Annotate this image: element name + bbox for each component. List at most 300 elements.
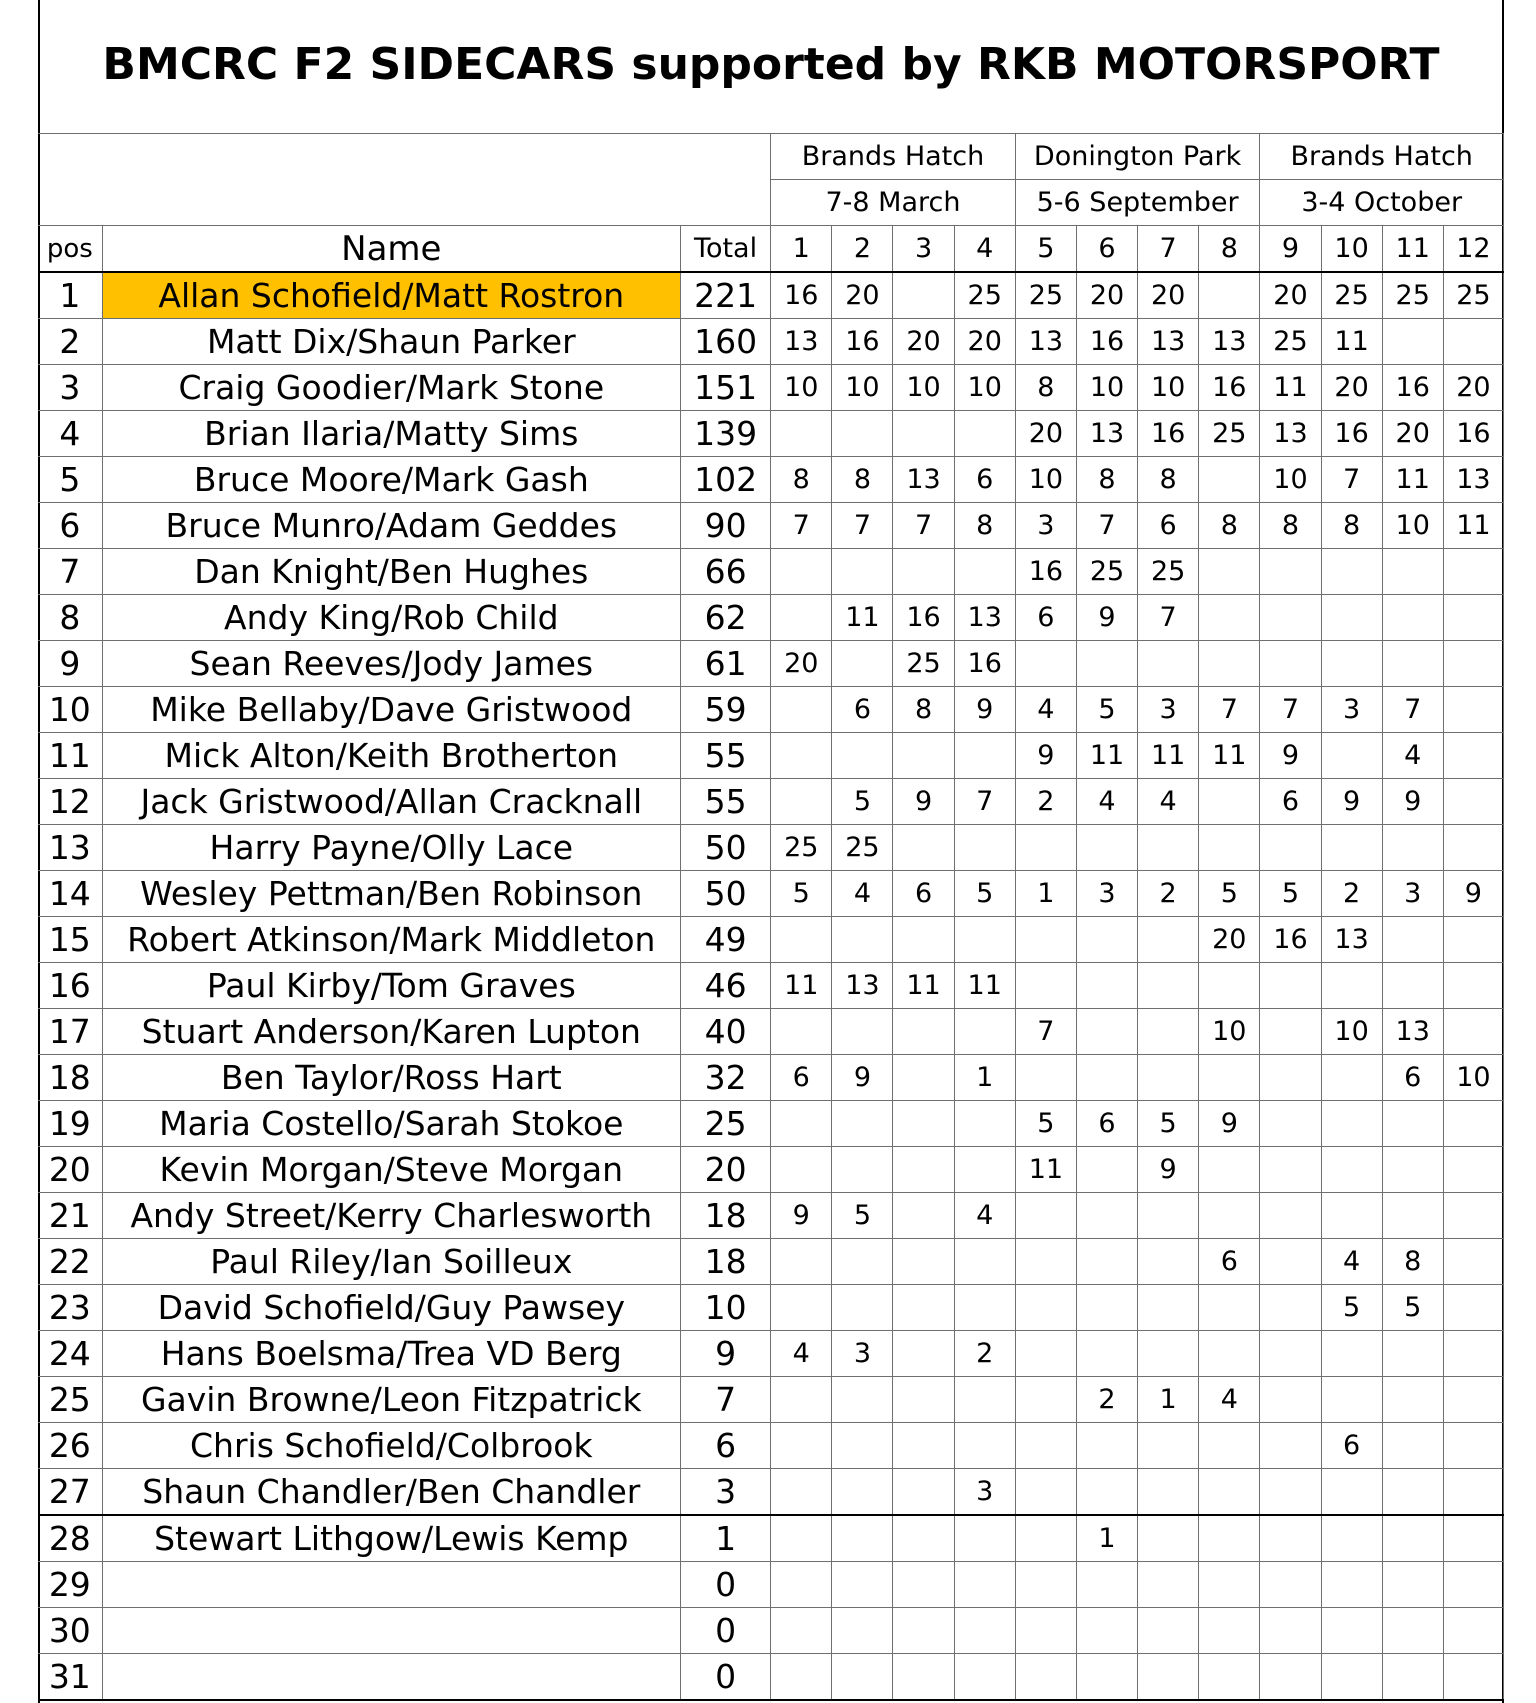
round-points: [1076, 1193, 1137, 1239]
table-row: [38, 1009, 1504, 1055]
round-points: [893, 1654, 954, 1701]
round-points: 7: [1138, 595, 1199, 641]
table-row: [38, 457, 1504, 503]
table-row: [38, 503, 1504, 549]
row-name: Gavin Browne/Leon Fitzpatrick: [102, 1377, 680, 1423]
round-points: [1015, 1239, 1076, 1285]
row-name: Brian Ilaria/Matty Sims: [102, 411, 680, 457]
round-points: 16: [771, 272, 832, 319]
row-total: 0: [680, 1562, 770, 1608]
round-points: 4: [1321, 1239, 1382, 1285]
round-points: [1443, 917, 1503, 963]
venue-date: 7-8 March: [771, 180, 1016, 226]
round-points: 8: [893, 687, 954, 733]
round-header: 9: [1260, 226, 1321, 273]
round-points: 9: [893, 779, 954, 825]
round-points: [1015, 1377, 1076, 1423]
round-points: [893, 1285, 954, 1331]
row-total: 32: [680, 1055, 770, 1101]
round-points: [1382, 825, 1443, 871]
row-position: 25: [38, 1377, 102, 1423]
round-points: [893, 1193, 954, 1239]
round-points: [1382, 1193, 1443, 1239]
round-points: 8: [1138, 457, 1199, 503]
round-points: [1138, 963, 1199, 1009]
round-points: 20: [1076, 272, 1137, 319]
round-points: [832, 917, 893, 963]
row-total: 90: [680, 503, 770, 549]
table-row: [38, 1515, 1504, 1562]
round-points: [893, 1377, 954, 1423]
round-points: [1076, 641, 1137, 687]
table-row: [38, 1101, 1504, 1147]
round-points: [893, 272, 954, 319]
round-points: 13: [1443, 457, 1503, 503]
round-points: [1199, 779, 1260, 825]
round-points: 25: [893, 641, 954, 687]
round-points: 2: [1321, 871, 1382, 917]
round-header: 12: [1443, 226, 1503, 273]
round-points: [1076, 1423, 1137, 1469]
round-points: [1015, 1654, 1076, 1701]
table-row: [38, 549, 1504, 595]
round-points: 6: [771, 1055, 832, 1101]
round-points: [1199, 963, 1260, 1009]
row-total: 40: [680, 1009, 770, 1055]
row-position: 16: [38, 963, 102, 1009]
row-position: 30: [38, 1608, 102, 1654]
row-position: 15: [38, 917, 102, 963]
round-points: [832, 641, 893, 687]
round-points: 11: [771, 963, 832, 1009]
row-name: Ben Taylor/Ross Hart: [102, 1055, 680, 1101]
round-points: [1260, 1193, 1321, 1239]
round-points: [1076, 1239, 1137, 1285]
round-points: 5: [832, 1193, 893, 1239]
row-position: 8: [38, 595, 102, 641]
round-points: [1382, 1331, 1443, 1377]
round-points: [1321, 1515, 1382, 1562]
pos-header: pos: [38, 226, 102, 273]
round-points: [832, 1009, 893, 1055]
round-points: 20: [1138, 272, 1199, 319]
round-points: [1076, 1285, 1137, 1331]
round-points: [1443, 779, 1503, 825]
round-points: [771, 1285, 832, 1331]
row-name: Harry Payne/Olly Lace: [102, 825, 680, 871]
round-points: [1199, 457, 1260, 503]
table-row: [38, 1469, 1504, 1516]
round-points: 7: [1260, 687, 1321, 733]
round-points: [1260, 1377, 1321, 1423]
round-points: 11: [893, 963, 954, 1009]
row-position: 31: [38, 1654, 102, 1701]
round-points: 10: [893, 365, 954, 411]
table-row: [38, 1285, 1504, 1331]
round-points: 7: [1382, 687, 1443, 733]
round-points: 3: [954, 1469, 1015, 1516]
round-points: [1199, 1469, 1260, 1516]
round-points: [1321, 1147, 1382, 1193]
round-points: [1199, 1423, 1260, 1469]
row-name: Bruce Munro/Adam Geddes: [102, 503, 680, 549]
round-points: [1443, 549, 1503, 595]
round-header: 8: [1199, 226, 1260, 273]
row-position: 27: [38, 1469, 102, 1516]
round-points: [1382, 595, 1443, 641]
round-points: [1138, 917, 1199, 963]
row-position: 11: [38, 733, 102, 779]
round-header: 3: [893, 226, 954, 273]
row-total: 3: [680, 1469, 770, 1516]
round-points: [1443, 319, 1503, 365]
round-points: [1076, 825, 1137, 871]
round-points: [771, 1101, 832, 1147]
round-points: [1015, 1423, 1076, 1469]
round-points: [771, 1009, 832, 1055]
round-points: 7: [1076, 503, 1137, 549]
round-points: [1015, 963, 1076, 1009]
round-points: [1015, 1608, 1076, 1654]
row-position: 4: [38, 411, 102, 457]
round-points: 11: [1443, 503, 1503, 549]
round-header: 1: [771, 226, 832, 273]
round-points: 11: [1015, 1147, 1076, 1193]
row-name: Jack Gristwood/Allan Cracknall: [102, 779, 680, 825]
round-points: 13: [893, 457, 954, 503]
table-row: [38, 595, 1504, 641]
row-name: Shaun Chandler/Ben Chandler: [102, 1469, 680, 1516]
round-points: [1260, 1515, 1321, 1562]
venue-date: 3-4 October: [1260, 180, 1504, 226]
round-points: 20: [1199, 917, 1260, 963]
row-total: 9: [680, 1331, 770, 1377]
table-row: [38, 365, 1504, 411]
round-points: [832, 1608, 893, 1654]
row-position: 2: [38, 319, 102, 365]
round-points: [1138, 1562, 1199, 1608]
round-header: 11: [1382, 226, 1443, 273]
round-points: [1076, 1147, 1137, 1193]
round-points: [1321, 1377, 1382, 1423]
round-points: [954, 1654, 1015, 1701]
round-points: [1443, 1285, 1503, 1331]
row-total: 0: [680, 1654, 770, 1701]
round-points: [1321, 1654, 1382, 1701]
round-points: [1138, 1423, 1199, 1469]
round-points: 9: [1015, 733, 1076, 779]
round-points: [1138, 1009, 1199, 1055]
round-points: [1138, 1239, 1199, 1285]
round-points: [1321, 1608, 1382, 1654]
table-row: [38, 1562, 1504, 1608]
round-points: [954, 733, 1015, 779]
round-points: 5: [1260, 871, 1321, 917]
row-position: 12: [38, 779, 102, 825]
round-points: [893, 733, 954, 779]
round-points: 13: [1321, 917, 1382, 963]
round-points: [1443, 1654, 1503, 1701]
round-points: [771, 779, 832, 825]
round-points: [1321, 1055, 1382, 1101]
round-points: 25: [1199, 411, 1260, 457]
round-points: [1199, 1193, 1260, 1239]
round-header: 7: [1138, 226, 1199, 273]
table-row: [38, 1147, 1504, 1193]
round-points: 20: [1443, 365, 1503, 411]
round-points: 10: [1015, 457, 1076, 503]
round-points: 2: [1076, 1377, 1137, 1423]
table-row: [38, 1377, 1504, 1423]
round-points: 11: [1382, 457, 1443, 503]
round-points: [832, 549, 893, 595]
round-points: [1382, 1562, 1443, 1608]
row-total: 59: [680, 687, 770, 733]
round-points: 5: [1015, 1101, 1076, 1147]
round-points: 11: [832, 595, 893, 641]
round-points: 16: [832, 319, 893, 365]
round-points: [832, 411, 893, 457]
round-points: [832, 1423, 893, 1469]
row-position: 29: [38, 1562, 102, 1608]
row-position: 1: [38, 272, 102, 319]
round-points: 5: [954, 871, 1015, 917]
round-points: 3: [1321, 687, 1382, 733]
round-points: 2: [1015, 779, 1076, 825]
round-points: 13: [1015, 319, 1076, 365]
row-total: 61: [680, 641, 770, 687]
round-points: [1382, 549, 1443, 595]
round-points: 4: [832, 871, 893, 917]
round-points: [1260, 1147, 1321, 1193]
venue-header-row: [38, 134, 1504, 180]
round-points: 11: [1260, 365, 1321, 411]
round-points: 7: [832, 503, 893, 549]
round-points: 16: [1443, 411, 1503, 457]
row-name: Mike Bellaby/Dave Gristwood: [102, 687, 680, 733]
round-points: 6: [1015, 595, 1076, 641]
round-points: 16: [893, 595, 954, 641]
round-points: 10: [1076, 365, 1137, 411]
round-points: 9: [832, 1055, 893, 1101]
row-name: Robert Atkinson/Mark Middleton: [102, 917, 680, 963]
round-points: [1138, 1285, 1199, 1331]
round-points: 2: [1138, 871, 1199, 917]
standings-table: [38, 133, 1504, 1701]
round-points: [954, 917, 1015, 963]
round-points: [1015, 825, 1076, 871]
round-points: 25: [1443, 272, 1503, 319]
round-points: [1199, 1147, 1260, 1193]
round-points: [893, 1423, 954, 1469]
round-header: 5: [1015, 226, 1076, 273]
round-points: [771, 1423, 832, 1469]
round-points: 1: [1076, 1515, 1137, 1562]
round-points: [1199, 549, 1260, 595]
round-points: [1382, 1147, 1443, 1193]
round-points: [1260, 1423, 1321, 1469]
round-points: [1443, 1009, 1503, 1055]
row-position: 26: [38, 1423, 102, 1469]
round-points: [893, 1469, 954, 1516]
round-points: [1015, 1515, 1076, 1562]
round-points: [1015, 1193, 1076, 1239]
round-points: [1260, 1285, 1321, 1331]
round-points: [954, 1239, 1015, 1285]
round-points: 9: [771, 1193, 832, 1239]
row-name: Paul Kirby/Tom Graves: [102, 963, 680, 1009]
round-points: 10: [1382, 503, 1443, 549]
round-points: [1443, 1101, 1503, 1147]
round-points: [1076, 917, 1137, 963]
round-points: [1321, 1331, 1382, 1377]
round-header: 4: [954, 226, 1015, 273]
round-points: [832, 1654, 893, 1701]
round-points: 13: [1260, 411, 1321, 457]
round-points: [893, 1239, 954, 1285]
row-position: 28: [38, 1515, 102, 1562]
row-total: 0: [680, 1608, 770, 1654]
round-points: 10: [832, 365, 893, 411]
round-points: [1443, 1423, 1503, 1469]
round-points: 20: [954, 319, 1015, 365]
row-position: 13: [38, 825, 102, 871]
round-points: [893, 1515, 954, 1562]
round-points: [1260, 1239, 1321, 1285]
round-points: 5: [1321, 1285, 1382, 1331]
row-total: 25: [680, 1101, 770, 1147]
round-points: 11: [1321, 319, 1382, 365]
round-points: 16: [1260, 917, 1321, 963]
round-points: [832, 1147, 893, 1193]
row-name: Mick Alton/Keith Brotherton: [102, 733, 680, 779]
round-points: [1382, 1423, 1443, 1469]
column-header-row: [38, 226, 1504, 273]
table-row: [38, 272, 1504, 319]
round-points: 10: [1199, 1009, 1260, 1055]
round-points: 9: [1199, 1101, 1260, 1147]
table-row: [38, 917, 1504, 963]
round-points: 20: [1260, 272, 1321, 319]
round-points: 20: [893, 319, 954, 365]
row-name: Wesley Pettman/Ben Robinson: [102, 871, 680, 917]
round-points: 5: [1199, 871, 1260, 917]
round-points: [1015, 1285, 1076, 1331]
round-points: 11: [954, 963, 1015, 1009]
round-points: [1260, 1101, 1321, 1147]
table-row: [38, 779, 1504, 825]
round-points: 16: [1199, 365, 1260, 411]
round-points: 6: [1138, 503, 1199, 549]
round-points: 16: [954, 641, 1015, 687]
round-points: 7: [893, 503, 954, 549]
row-total: 151: [680, 365, 770, 411]
row-name: Maria Costello/Sarah Stokoe: [102, 1101, 680, 1147]
row-total: 50: [680, 871, 770, 917]
round-points: [1260, 641, 1321, 687]
round-points: [1199, 1285, 1260, 1331]
page-title: BMCRC F2 SIDECARS supported by RKB MOTORSPORT: [102, 39, 1440, 90]
round-points: 16: [1321, 411, 1382, 457]
row-position: 9: [38, 641, 102, 687]
round-points: [954, 1423, 1015, 1469]
round-points: [832, 1101, 893, 1147]
round-points: [1199, 1562, 1260, 1608]
round-points: [1260, 1562, 1321, 1608]
row-total: 1: [680, 1515, 770, 1562]
row-name: Dan Knight/Ben Hughes: [102, 549, 680, 595]
round-points: [893, 1331, 954, 1377]
round-points: [893, 1562, 954, 1608]
round-points: [1199, 1515, 1260, 1562]
round-points: 8: [954, 503, 1015, 549]
row-name: Stewart Lithgow/Lewis Kemp: [102, 1515, 680, 1562]
row-total: 66: [680, 549, 770, 595]
round-points: 8: [1199, 503, 1260, 549]
round-points: [771, 411, 832, 457]
round-points: [1382, 1469, 1443, 1516]
round-points: [1015, 1331, 1076, 1377]
row-total: 221: [680, 272, 770, 319]
venue-name: Brands Hatch: [771, 134, 1016, 180]
table-row: [38, 733, 1504, 779]
round-points: [954, 549, 1015, 595]
round-points: [1076, 1562, 1137, 1608]
header-blank: [38, 134, 771, 226]
round-points: [893, 549, 954, 595]
round-points: [1382, 963, 1443, 1009]
row-position: 21: [38, 1193, 102, 1239]
round-points: [771, 1469, 832, 1516]
table-row: [38, 1423, 1504, 1469]
round-header: 2: [832, 226, 893, 273]
row-name: Bruce Moore/Mark Gash: [102, 457, 680, 503]
round-points: [771, 549, 832, 595]
round-header: 10: [1321, 226, 1382, 273]
round-points: [771, 595, 832, 641]
round-points: 9: [1138, 1147, 1199, 1193]
round-points: [832, 1469, 893, 1516]
row-total: 10: [680, 1285, 770, 1331]
round-points: 11: [1138, 733, 1199, 779]
round-points: 25: [1076, 549, 1137, 595]
round-points: 16: [1138, 411, 1199, 457]
round-points: [1321, 595, 1382, 641]
round-points: 6: [832, 687, 893, 733]
round-points: 9: [1321, 779, 1382, 825]
row-name: [102, 1608, 680, 1654]
name-header: Name: [102, 226, 680, 273]
round-points: 4: [1015, 687, 1076, 733]
round-points: [771, 1377, 832, 1423]
round-points: [1443, 641, 1503, 687]
round-points: 6: [1382, 1055, 1443, 1101]
row-name: Paul Riley/Ian Soilleux: [102, 1239, 680, 1285]
row-name: Andy Street/Kerry Charlesworth: [102, 1193, 680, 1239]
table-row: [38, 319, 1504, 365]
row-position: 17: [38, 1009, 102, 1055]
round-points: [1260, 963, 1321, 1009]
round-points: [1321, 1101, 1382, 1147]
row-total: 160: [680, 319, 770, 365]
round-points: [893, 1101, 954, 1147]
round-points: [1321, 1193, 1382, 1239]
round-points: [893, 1608, 954, 1654]
round-points: [1015, 1055, 1076, 1101]
row-position: 5: [38, 457, 102, 503]
round-points: 7: [1199, 687, 1260, 733]
round-points: [893, 825, 954, 871]
